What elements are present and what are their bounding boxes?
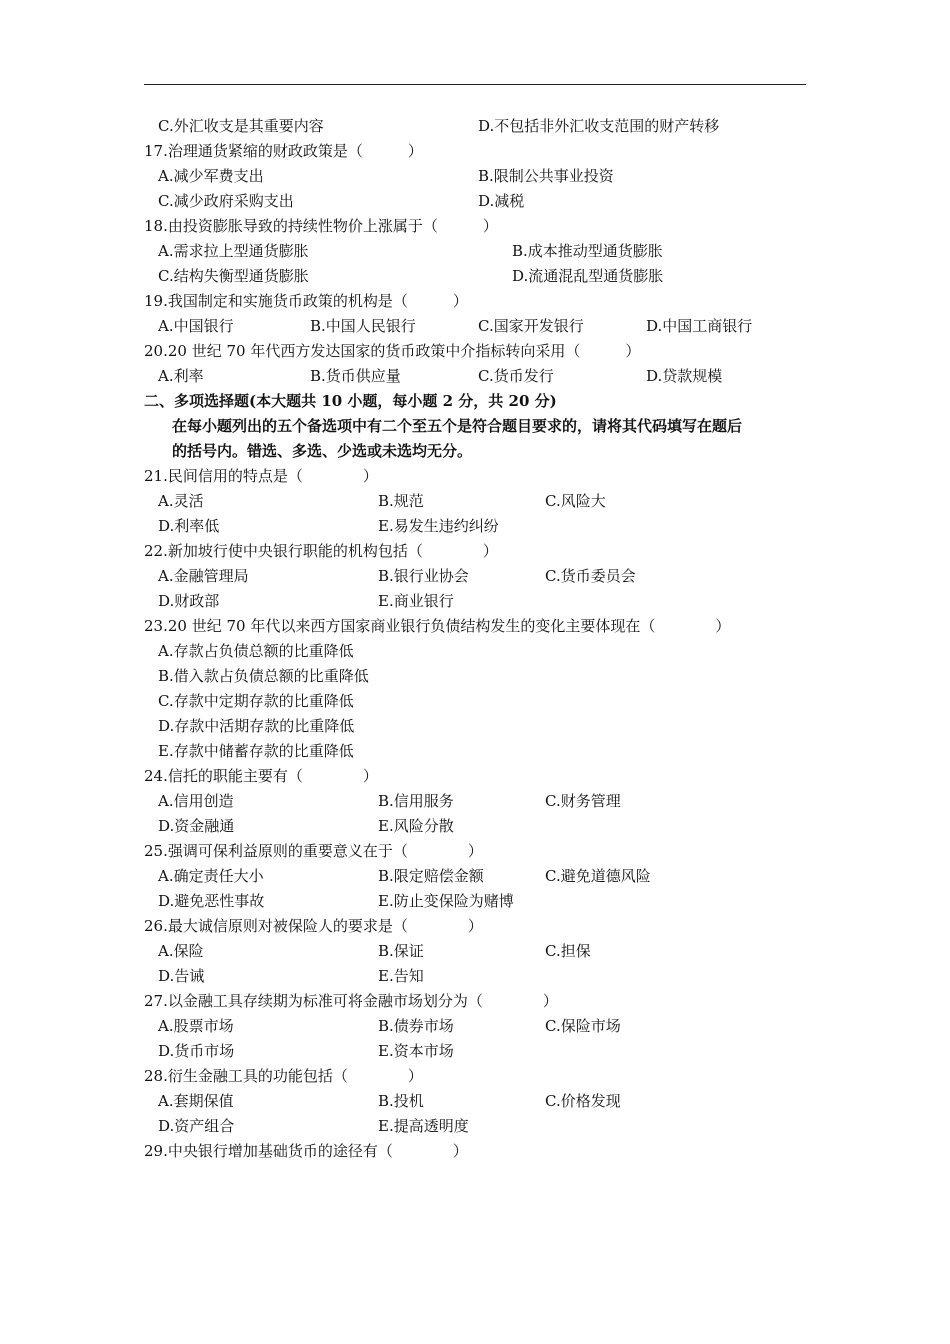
q22-option-a: A.金融管理局 [158,567,249,585]
q23-option-e: E.存款中储蓄存款的比重降低 [158,742,354,760]
header-rule [144,84,806,85]
q27-option-c: C.保险市场 [545,1017,621,1035]
q23-stem: 23.20 世纪 70 年代以来西方国家商业银行负债结构发生的变化主要体现在（ ） [144,617,731,635]
q28-option-d: D.资产组合 [158,1117,235,1135]
q18-stem: 18.由投资膨胀导致的持续性物价上涨属于（ ） [144,217,498,235]
q26-option-c: C.担保 [545,942,591,960]
q25-option-e: E.防止变保险为赌博 [378,892,514,910]
q27-option-a: A.股票市场 [158,1017,234,1035]
q28-option-a: A.套期保值 [158,1092,234,1110]
q24-option-e: E.风险分散 [378,817,454,835]
q21-option-a: A.灵活 [158,492,204,510]
section2-instruction-1: 在每小题列出的五个备选项中有二个至五个是符合题目要求的，请将其代码填写在题后 [172,417,743,435]
q20-option-b: B.货币供应量 [310,367,401,385]
q24-option-d: D.资金融通 [158,817,235,835]
q21-option-b: B.规范 [378,492,424,510]
q18-option-b: B.成本推动型通货膨胀 [512,242,663,260]
q25-stem: 25.强调可保利益原则的重要意义在于（ ） [144,842,483,860]
q16-option-c: C.外汇收支是其重要内容 [158,117,324,135]
q22-option-c: C.货币委员会 [545,567,636,585]
q29-stem: 29.中央银行增加基础货币的途径有（ ） [144,1142,468,1160]
q18-option-c: C.结构失衡型通货膨胀 [158,267,309,285]
q19-option-c: C.国家开发银行 [478,317,584,335]
q19-option-b: B.中国人民银行 [310,317,416,335]
q18-option-a: A.需求拉上型通货膨胀 [158,242,309,260]
q17-stem: 17.治理通货紧缩的财政政策是（ ） [144,142,423,160]
q25-option-a: A.确定责任大小 [158,867,264,885]
q17-option-a: A.减少军费支出 [158,167,264,185]
q27-option-b: B.债券市场 [378,1017,454,1035]
q26-stem: 26.最大诚信原则对被保险人的要求是（ ） [144,917,483,935]
q17-option-d: D.减税 [478,192,525,210]
q22-option-d: D.财政部 [158,592,220,610]
q26-option-a: A.保险 [158,942,204,960]
q27-stem: 27.以金融工具存续期为标准可将金融市场划分为（ ） [144,992,558,1010]
q19-stem: 19.我国制定和实施货币政策的机构是（ ） [144,292,468,310]
q21-option-e: E.易发生违约纠纷 [378,517,499,535]
q23-option-b: B.借入款占负债总额的比重降低 [158,667,369,685]
q25-option-b: B.限定赔偿金额 [378,867,484,885]
q21-option-d: D.利率低 [158,517,220,535]
q22-option-e: E.商业银行 [378,592,454,610]
q20-stem: 20.20 世纪 70 年代西方发达国家的货币政策中介指标转向采用（ ） [144,342,641,360]
q23-option-d: D.存款中活期存款的比重降低 [158,717,355,735]
q28-stem: 28.衍生金融工具的功能包括（ ） [144,1067,423,1085]
q23-option-c: C.存款中定期存款的比重降低 [158,692,354,710]
q21-option-c: C.风险大 [545,492,606,510]
q19-option-a: A.中国银行 [158,317,234,335]
q26-option-d: D.告诫 [158,967,205,985]
q16-option-d: D.不包括非外汇收支范围的财产转移 [478,117,720,135]
q22-stem: 22.新加坡行使中央银行职能的机构包括（ ） [144,542,498,560]
q27-option-e: E.资本市场 [378,1042,454,1060]
q23-option-a: A.存款占负债总额的比重降低 [158,642,354,660]
q28-option-e: E.提高透明度 [378,1117,469,1135]
section2-instruction-2: 的括号内。错选、多选、少选或未选均无分。 [172,442,473,460]
q20-option-a: A.利率 [158,367,204,385]
q18-option-d: D.流通混乱型通货膨胀 [512,267,664,285]
q26-option-e: E.告知 [378,967,424,985]
q17-option-c: C.减少政府采购支出 [158,192,294,210]
q24-option-b: B.信用服务 [378,792,454,810]
q22-option-b: B.银行业协会 [378,567,469,585]
q20-option-d: D.贷款规模 [646,367,723,385]
q28-option-c: C.价格发现 [545,1092,621,1110]
q21-stem: 21.民间信用的特点是（ ） [144,467,378,485]
q24-stem: 24.信托的职能主要有（ ） [144,767,378,785]
q24-option-c: C.财务管理 [545,792,621,810]
q19-option-d: D.中国工商银行 [646,317,753,335]
q25-option-c: C.避免道德风险 [545,867,651,885]
q26-option-b: B.保证 [378,942,424,960]
q25-option-d: D.避免恶性事故 [158,892,265,910]
q24-option-a: A.信用创造 [158,792,234,810]
q17-option-b: B.限制公共事业投资 [478,167,614,185]
q27-option-d: D.货币市场 [158,1042,235,1060]
section2-title: 二、多项选择题(本大题共 10 小题，每小题 2 分，共 20 分) [144,392,557,410]
q20-option-c: C.货币发行 [478,367,554,385]
q28-option-b: B.投机 [378,1092,424,1110]
